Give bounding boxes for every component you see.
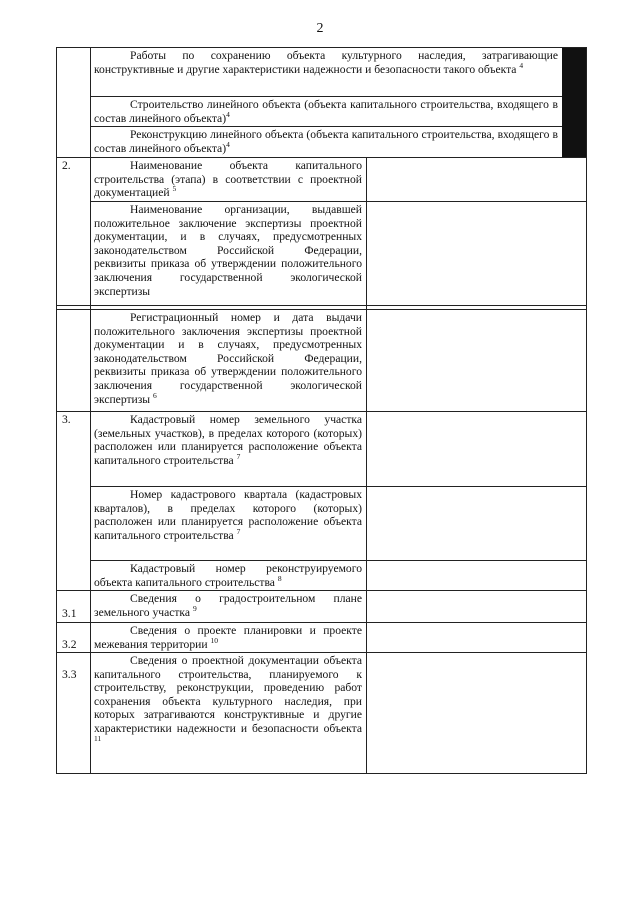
table-line: [56, 309, 587, 310]
row-text: Кадастровый номер реконструируемого объекта капитального строительства $^8$: [94, 562, 362, 589]
table-line: [90, 486, 587, 487]
row-number: 3.2: [62, 638, 77, 651]
page-number: 2: [316, 21, 324, 36]
row-number: 3.: [62, 413, 71, 426]
row-text: Наименование организации, выдавшей положительное заключение экспертизы проектной документации, и в случаях, предусмотренных законодательством Российской Федерации, реквизиты приказа об утверждении положительного заключения государственной экологической экспертизы: [94, 203, 362, 298]
table-line: [56, 590, 587, 591]
table-line: [90, 126, 562, 127]
row-number: 3.3: [62, 668, 77, 681]
row-text: Строительство линейного объекта (объекта капитального строительства, входящего в состав линейного объекта)$^4$: [94, 98, 558, 125]
table-line: [90, 201, 587, 202]
table-border-right: [586, 47, 587, 773]
row-text: Сведения о проектной документации объекта капитального строительства, планируемого к строительству, реконструкции, проведению работ сохранения объекта культурного наследия, при которых затрагиваются конструктивные и другие характеристики надежности и безопасности объекта $^{11}$: [94, 654, 362, 743]
row-text: Регистрационный номер и дата выдачи положительного заключения экспертизы проектной документации и в случаях, предусмотренных законодательством Российской Федерации, реквизиты приказа об утверждении положительного заключения государственной экологической экспертизы $^6$: [94, 311, 362, 406]
row-text: Сведения о градостроительном плане земельного участка $^9$: [94, 592, 362, 619]
row-text: Номер кадастрового квартала (кадастровых кварталов), в пределах которого (которых) расположен или планируется расположение объекта капитального строительства $^7$: [94, 488, 362, 542]
row-number: 3.1: [62, 607, 77, 620]
row-number: 2.: [62, 159, 71, 172]
row-text: Кадастровый номер земельного участка (земельных участков), в пределах которого (которых) расположен или планируется расположение объекта капитального строительства $^7$: [94, 413, 362, 467]
table-line: [56, 652, 587, 653]
table-line: [56, 622, 587, 623]
table-line: [90, 96, 562, 97]
table-line: [56, 47, 587, 48]
row-text: Наименование объекта капитального строительства (этапа) в соответствии с проектной документацией $^5$: [94, 159, 362, 200]
table-border-left: [56, 47, 57, 773]
row-text: Сведения о проекте планировки и проекте межевания территории $^{10}$: [94, 624, 362, 651]
row-text: Реконструкцию линейного объекта (объекта капитального строительства, входящего в состав линейного объекта)$^4$: [94, 128, 558, 155]
table-line: [56, 411, 587, 412]
black-block-top: [562, 47, 586, 157]
table-line: [56, 773, 587, 774]
table-line: [90, 560, 587, 561]
table-border-mid: [366, 157, 367, 773]
row-text: Работы по сохранению объекта культурного наследия, затрагивающие конструктивные и другие характеристики надежности и безопасности такого объекта $^4$: [94, 49, 558, 76]
table-border-num: [90, 47, 91, 773]
table-line: [56, 305, 587, 306]
table-line: [56, 157, 587, 158]
